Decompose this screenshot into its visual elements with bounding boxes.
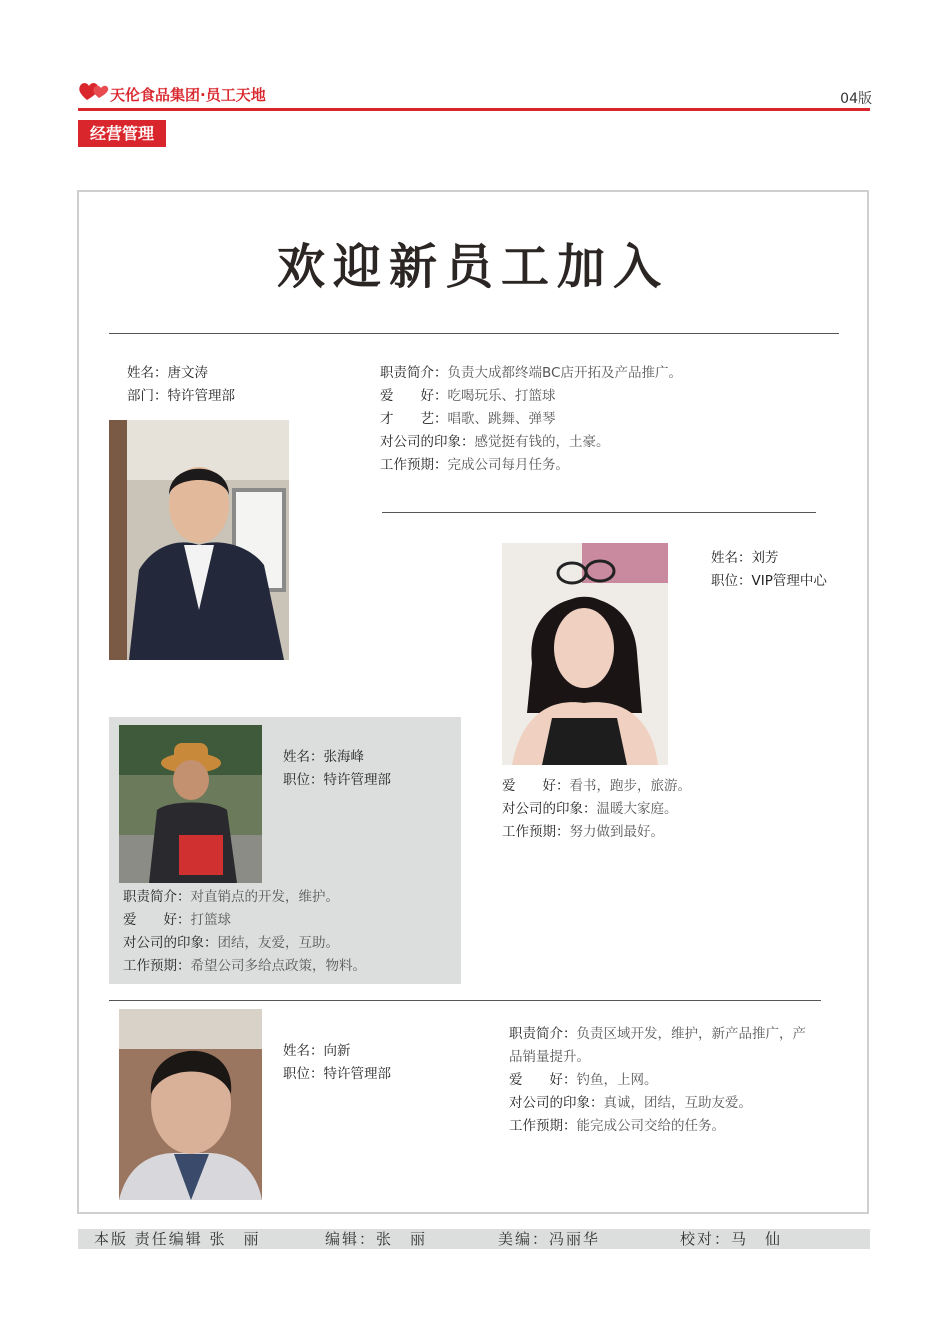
divider xyxy=(109,333,839,334)
detail-row: 对公司的印象：温暖大家庭。 xyxy=(502,801,678,817)
employee-photo xyxy=(119,725,262,883)
detail-row: 工作预期：希望公司多给点政策，物料。 xyxy=(123,958,366,974)
header-rule xyxy=(78,108,870,111)
detail-row: 爱 好：看书，跑步，旅游。 xyxy=(502,778,691,794)
divider xyxy=(109,1000,821,1001)
employee-name: 姓名：向新 xyxy=(283,1043,351,1059)
footer-credits xyxy=(78,1229,870,1249)
employee-name: 姓名：刘芳 xyxy=(711,550,779,566)
detail-row-continued: 品销量提升。 xyxy=(509,1049,590,1065)
footer-editor: 编辑：张 丽 xyxy=(325,1230,428,1248)
divider xyxy=(382,512,816,513)
employee-photo xyxy=(502,543,668,765)
detail-row: 爱 好：钓鱼，上网。 xyxy=(509,1072,658,1088)
detail-row: 工作预期：能完成公司交给的任务。 xyxy=(509,1118,725,1134)
detail-row: 职责简介：负责区域开发，维护，新产品推广，产 xyxy=(509,1026,806,1042)
footer-proofreader: 校对：马 仙 xyxy=(680,1230,783,1248)
detail-row: 对公司的印象：团结，友爱，互助。 xyxy=(123,935,339,951)
detail-row: 对公司的印象：感觉挺有钱的，土豪。 xyxy=(380,434,610,450)
footer-editor-in-charge: 本版 责任编辑 张 丽 xyxy=(94,1230,261,1248)
detail-row: 爱 好：打篮球 xyxy=(123,912,231,928)
detail-row: 才 艺：唱歌、跳舞、弹琴 xyxy=(380,411,556,427)
brand-title: 天伦食品集团·员工天地 xyxy=(110,86,266,104)
employee-dept: 职位：VIP管理中心 xyxy=(711,573,827,589)
employee-photo xyxy=(119,1009,262,1200)
page-number: 04版 xyxy=(840,91,872,107)
employee-name: 姓名：唐文涛 xyxy=(127,365,208,381)
employee-photo xyxy=(109,420,289,660)
employee-dept: 职位：特许管理部 xyxy=(283,1066,391,1082)
section-tag: 经营管理 xyxy=(78,120,166,147)
footer-designer: 美编：冯丽华 xyxy=(498,1230,601,1248)
detail-row: 职责简介：对直销点的开发，维护。 xyxy=(123,889,339,905)
employee-name: 姓名：张海峰 xyxy=(283,749,364,765)
detail-row: 爱 好：吃喝玩乐、打篮球 xyxy=(380,388,556,404)
heart-logo-icon xyxy=(78,80,110,102)
detail-row: 工作预期：完成公司每月任务。 xyxy=(380,457,569,473)
page-title: 欢迎新员工加入 xyxy=(276,239,669,295)
detail-row: 对公司的印象：真诚，团结，互助友爱。 xyxy=(509,1095,752,1111)
employee-dept: 职位：特许管理部 xyxy=(283,772,391,788)
employee-dept: 部门：特许管理部 xyxy=(127,388,235,404)
detail-row: 职责简介：负责大成都终端BC店开拓及产品推广。 xyxy=(380,365,682,381)
detail-row: 工作预期：努力做到最好。 xyxy=(502,824,664,840)
